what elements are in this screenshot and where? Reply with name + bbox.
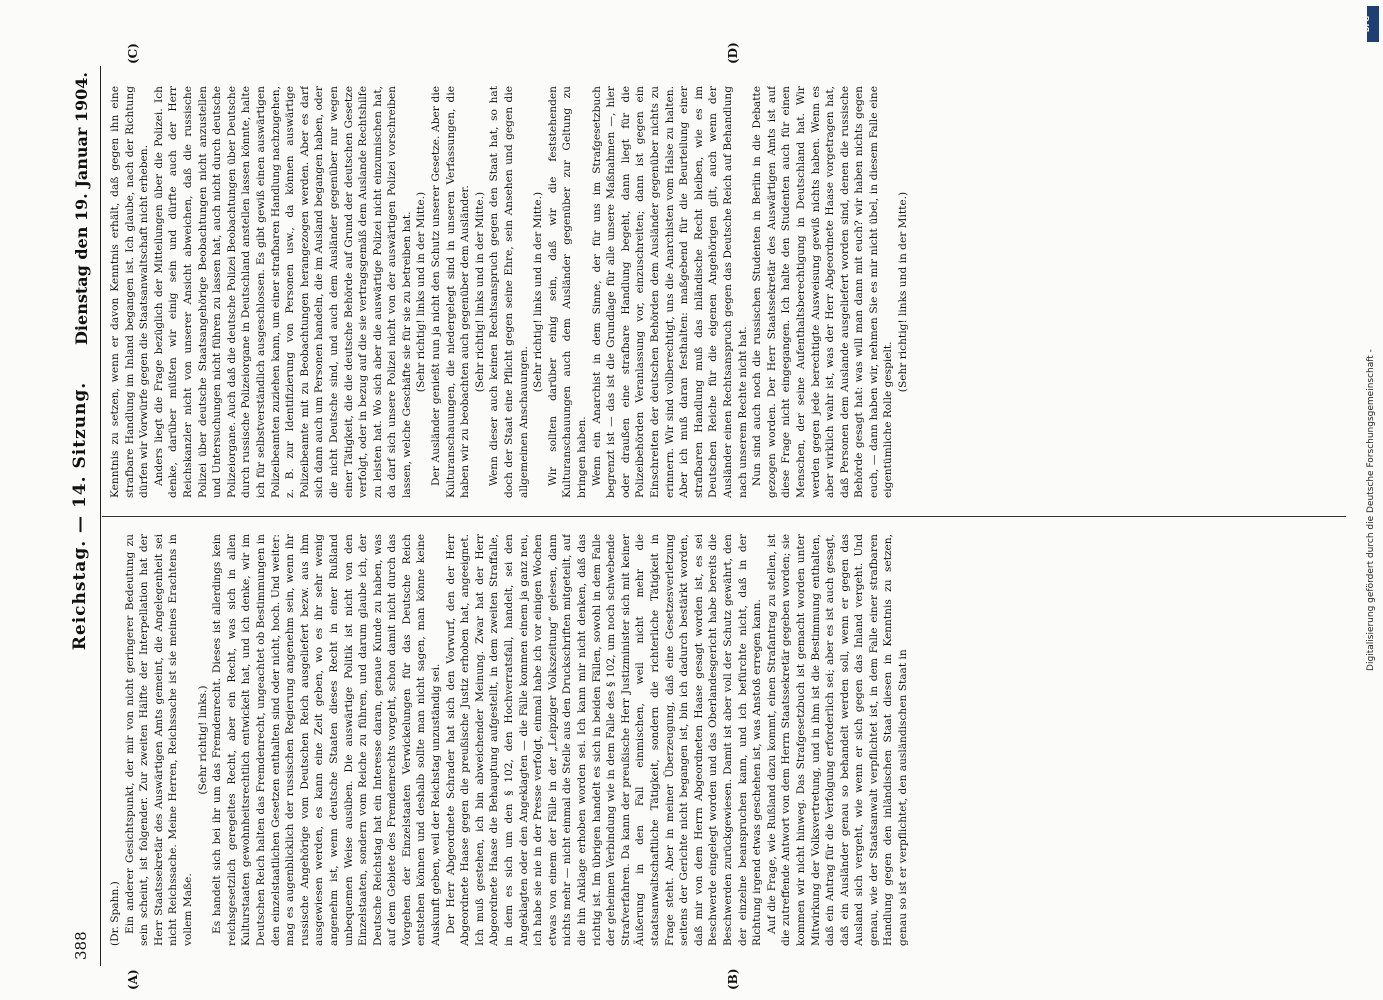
right-column [108,86,1346,498]
paragraph: Es handelt sich bei ihr um das Fremdenrecht. Dieses ist allerdings kein reichsgesetzlich geregeltes Recht, aber ein Recht, was sich in allen Kulturstaaten gewohnheitsrechtlich entwickelt hat, und ich denke, wir im Deutschen Reich halten das Fremdenrecht, ungeachtet ob Bestimmungen in den einzelstaatlichen Gesetzen enthalten sind oder nicht, hoch. Und weiter: mag es augenblicklich der russischen Regierung angenehm sein, wenn ihr russische Angehörige vom Deutschen Reich ausgeliefert bezw. aus ihm ausgewiesen werden, es kann eine Zeit geben, wo es ihr sehr wenig angenehm ist, wenn deutsche Staaten dieses Recht in einer Rußland unbequemen Weise ausüben. Die auswärtige Politik ist nicht von den Einzelstaaten, sondern vom Reiche zu führen, und darum glaube ich, der Deutsche Reichstag hat ein Interesse daran, genaue Kunde zu haben, was auf dem Gebiete des Fremdenrechts vorgeht, schon damit nicht durch das Vorgehen der Einzelstaaten Verwickelungen für das Deutsche Reich entstehen können und deshalb sollte man nicht sagen, man könne keine Auskunft geben, weil der Reichstag unzuständig sei. [211,534,443,946]
interjection: (Sehr richtig! links und in der Mitte.) [415,191,428,393]
page-number: 388 [72,931,90,960]
paragraph: Wenn dieser auch keinen Rechtsanspruch gegen den Staat hat, so hat doch der Staat eine Pflicht gegen seine Ehre, sein Ansehen und gegen die allgemeinen Anschauungen. [488,86,530,498]
running-title: Reichstag. — 14. Sitzung. [70,381,90,651]
interjection: (Sehr richtig! links.) [196,685,209,795]
interjection: (Sehr richtig! links und in der Mitte.) [532,191,545,393]
margin-mark-c: (C) [126,43,140,64]
left-column [108,534,1346,946]
paragraph: Auf die Frage, wie Rußland dazu kommt, einen Strafantrag zu stellen, ist die zutreffende Antwort von dem Herrn Staatssekretär gegeben worden; sie kommen wir nicht hinweg. Das Strafgesetzbuch ist gemacht worden unter Mitwirkung der Volksvertretung, und in ihm ist die Bestimmung enthalten, daß ein Antrag für die Verfolgung erforderlich sei; aber es ist auch gesagt, daß ein Ausländer genau so behandelt werden soll, wenn er gegen das Ausland sich vergeht, wie wenn er sich gegen das Inland vergeht. Und genau, wie der Staatsanwalt verpflichtet ist, in dem Falle einer strafbaren Handlung gegen den inländischen Staat diesen in Kenntnis zu setzen, genau so ist er verpflichtet, den ausländischen Staat in [765,534,910,946]
paragraph: Wir sollten darüber einig sein, daß wir die feststehenden Kulturanschauungen auch dem Ausländer gegenüber zur Geltung zu bringen haben. [546,86,588,498]
paragraph: Der Ausländer genießt nun ja nicht den Schutz unserer Gesetze. Aber die Kulturanschauungen, die niedergelegt sind in unseren Verfassungen, die haben wir zu beobachten auch gegenüber dem Ausländer. [430,86,472,498]
column-rule [102,516,1346,517]
paragraph: Nun sind auch noch die russischen Studenten in Berlin in die Debatte gezogen worden. Der Herr Staatssekretär des Auswärtigen Amts ist auf diese Frage nicht eingegangen. Ich halte den Studenten auch für einen Menschen, der seine Aufenthaltsberechtigung in Deutschland hat. Wir werden gegen jede berechtigte Ausweisung gewiß nichts haben. Wenn es aber wirklich wahr ist, was der Herr Abgeordnete Haase vorgetragen hat, daß Personen dem Auslande ausgeliefert worden sind, denen die russische Behörde gesagt hat: was will man dann mit euch? wir haben nichts gegen euch, — dann haben wir, nehmen Sie es mir nicht übel, in diesem Falle eine eigentümliche Rolle gespielt. [751,86,895,498]
rotated-page-content [66,42,1346,990]
dfg-logo: DFG [1367,6,1379,42]
session-date: Dienstag den 19. Januar 1904. [72,72,91,345]
margin-mark-b: (B) [726,968,740,990]
paragraph: Anders liegt die Frage bezüglich der Mitteilungen über die Polizei. Ich denke, darüber müßten wir einig sein und dürfte auch der Herr Reichskanzler nicht von unserer Ansicht abweichen, daß die russische Polizei über deutsche Staatsangehörige Beobachtungen nicht anzustellen und Untersuchungen nicht führen zu lassen hat, auch nicht durch deutsche Polizeiorgane. Auch daß die deutsche Polizei Beobachtungen über Deutsche durch russische Polizeiorgane in Deutschland anstellen lassen könnte, halte ich für selbstverständlich ausgeschlossen. Es gibt gewiß einen auswärtigen Polizeibeamten zuziehen kann, um einer strafbaren Handlung nachzugehen, z. B. zur Identifizierung von Personen usw., da können auswärtige Polizeibeamte mit zu Beobachtungen herangezogen werden. Aber es darf sich dann auch um Personen handeln, die im Ausland begangen haben, oder die nicht Deutsche sind, und auch dem Ausländer gegenüber nur wegen einer Tätigkeit, die die deutsche Behörde auf Grund der deutschen Gesetze verfolgt, oder in bezug auf die sie vertragsgemäß dem Auslande Rechtshilfe zu leisten hat. Wo sich aber die auswärtige Polizei nicht einzumischen hat, da darf sich unsere Polizei nicht von der auswärtigen Polizei vorschreiben lassen, welche Geschäfte sie für sie zu betreiben hat. [152,86,413,498]
interjection: (Sehr richtig! links und in der Mitte.) [897,191,910,393]
paragraph: Der Herr Abgeordnete Schrader hat sich den Vorwurf, den der Herr Abgeordnete Haase gegen die preußische Justiz erhoben hat, angeeignet. Ich muß gestehen, ich bin abweichender Meinung. Zwar hat der Herr Abgeordnete Haase die Behauptung aufgestellt, in dem zweiten Straffalle, in dem es sich um den § 102, den Hochverratsfall, handelt, sei den Angeklagten oder den Angeklagten — die Fälle kommen einem ja ganz neu, ich habe sie nie in der Presse verfolgt, einmal habe ich vor einigen Wochen etwas von einem der Fälle in der „Leipziger Volkszeitung“ gelesen, dann nichts mehr — nicht einmal die Stelle aus den Druckschriften mitgeteilt, auf die hin Anklage erhoben worden sei. Ich kann mir nicht denken, daß das richtig ist. Im übrigen handelt es sich in beiden Fällen, sowohl in dem Falle der geheimen Verbindung wie in dem Falle des § 102, um noch schwebende Strafverfahren. Da kann der preußische Herr Justizminister sich mit keiner Äußerung in den Fall einmischen, weil nicht mehr die staatsanwaltschaftliche Tätigkeit, sondern die richterliche Tätigkeit in Frage steht. Aber in meiner Überzeugung, daß eine Gesetzesverletzung seitens der Gerichte nicht begangen ist, bin ich dadurch bestärkt worden, daß mir von dem Herrn Abgeordneten Haase gesagt worden ist, es sei Beschwerde eingelegt worden und das Oberlandesgericht habe bereits die Beschwerden zurückgewiesen. Damit ist aber voll der Schutz gewährt, den der einzelne beanspruchen kann, und ich befürchte nicht, daß in der Richtung irgend etwas geschehen ist, was Anstoß erregen kann. [444,534,764,946]
paragraph: Wenn ein Anarchist in dem Sinne, der für uns im Strafgesetzbuch begrenzt ist — das ist die Grundlage für alle unsere Maßnahmen —, hier oder draußen eine strafbare Handlung begeht, dann liegt für die Polizeibehörden Veranlassung vor, einzuschreiten; dann ist gegen ein Einschreiten der deutschen Behörden dem Ausländer gegenüber nichts zu erinnern. Wir sind vollberechtigt, uns die Anarchisten vom Halse zu halten. Aber ich muß daran festhalten: maßgebend für die Beurteilung einer strafbaren Handlung muß das inländische Recht bleiben, wie es im Deutschen Reiche für die eigenen Angehörigen gilt, auch wenn der Ausländer einen Rechtsanspruch gegen das Deutsche Reich auf Behandlung nach unserem Rechte nicht hat. [590,86,749,498]
page-header [66,66,101,966]
digitization-credit: Digitalisierung gefördert durch die Deutsche Forschungsgemeinschaft - [1366,349,1376,671]
paragraph: Ein anderer Gesichtspunkt, der mir von nicht geringerer Bedeutung zu sein scheint, ist folgender. Zur zweiten Hälfte der Interpellation hat der Herr Staatssekretär des Auswärtigen Amts gemeint, die Angelegenheit sei nicht Reichssache. Meine Herren, Reichssache ist sie meines Erachtens in vollem Maße. [123,534,194,946]
speaker-line: (Dr. Spahn.) [109,881,121,946]
margin-mark-d: (D) [726,42,740,64]
paragraph: Kenntnis zu setzen, wenn er davon Kenntnis erhält, daß gegen ihn eine strafbare Handlung im Inland begangen ist. Ich glaube, nach der Richtung dürfen wir Vorwürfe gegen die Staatsanwaltschaft nicht erheben. [109,86,151,498]
margin-mark-a: (A) [126,969,140,990]
interjection: (Sehr richtig! links und in der Mitte.) [473,191,486,393]
